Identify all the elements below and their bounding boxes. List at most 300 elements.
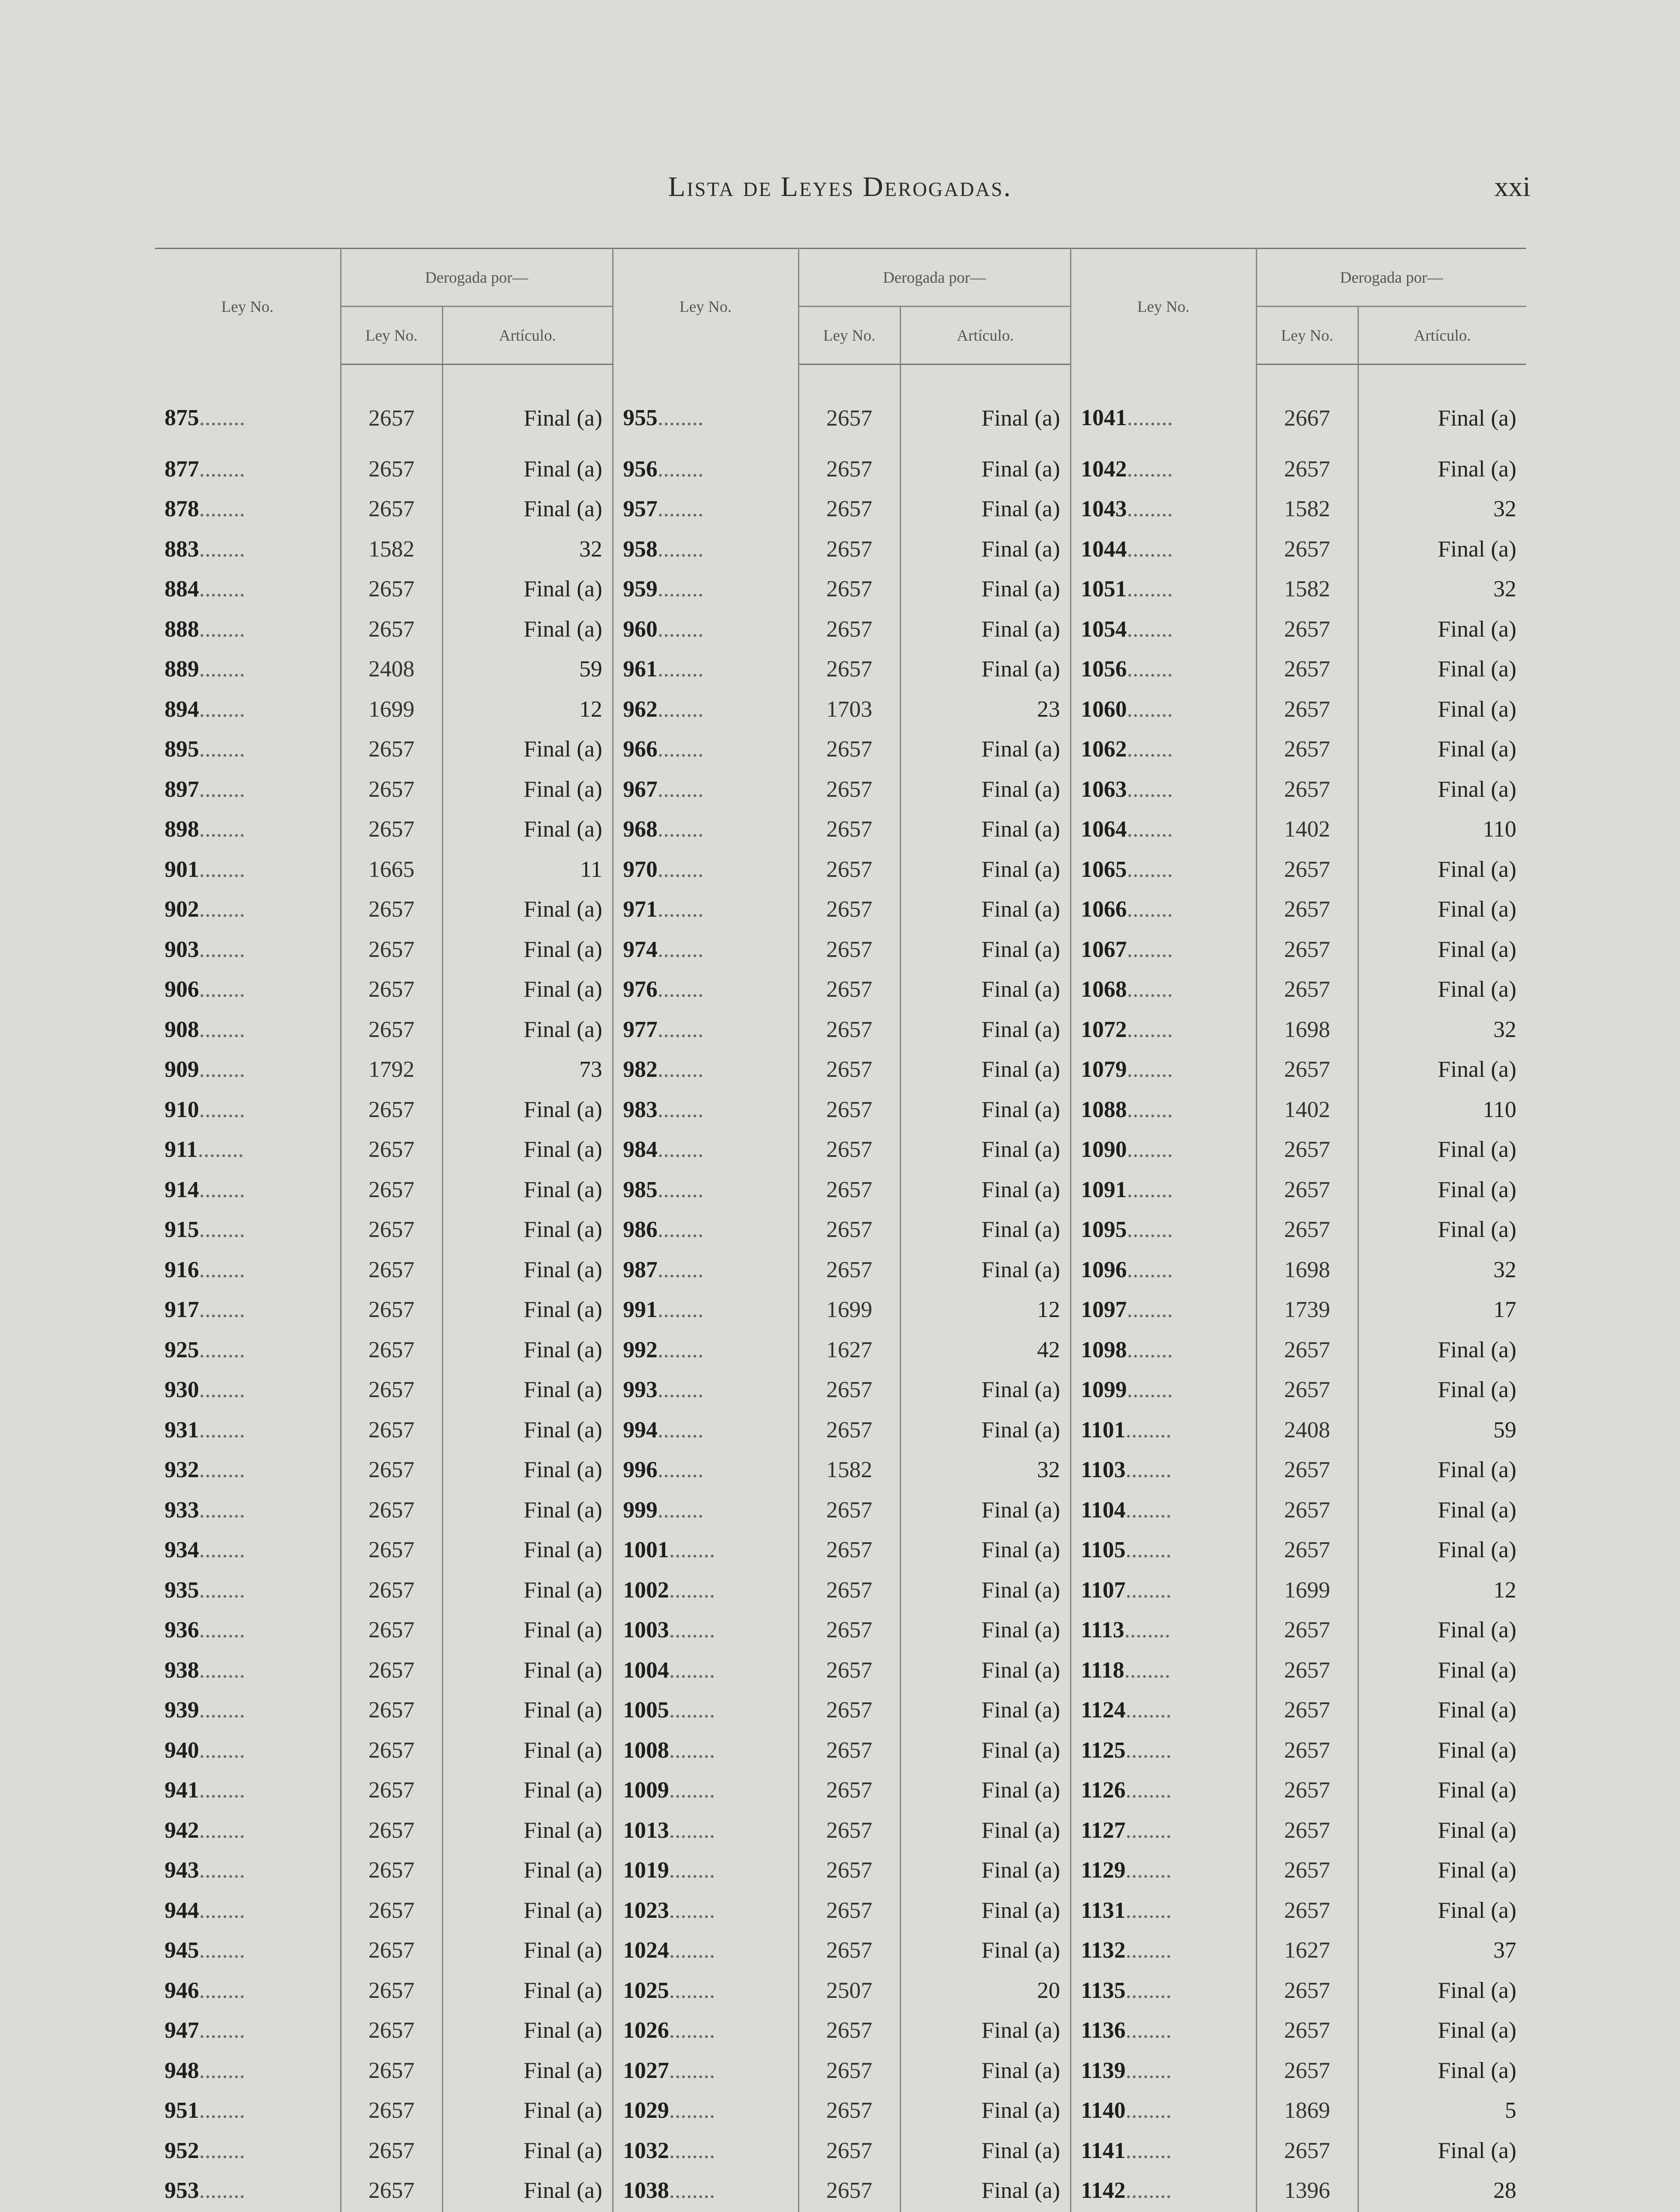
repealing-law-cell: 2657 bbox=[341, 1650, 442, 1690]
repealing-law-cell: 1396 bbox=[1256, 2171, 1358, 2211]
ley-number: 974 bbox=[623, 937, 658, 962]
repealing-law-cell: 2657 bbox=[798, 1570, 900, 1610]
ley-number-cell bbox=[1070, 2171, 1256, 2211]
table-row bbox=[155, 1650, 1526, 1690]
ley-number-cell bbox=[1070, 849, 1256, 890]
repealing-law-cell: 1582 bbox=[798, 1450, 900, 1490]
ley-number: 1104 bbox=[1081, 1497, 1126, 1523]
repealing-law-cell: 1665 bbox=[341, 849, 442, 890]
ley-number: 968 bbox=[623, 817, 658, 842]
repealing-law-cell: 2657 bbox=[1256, 890, 1358, 930]
leader-dots: ........ bbox=[199, 657, 245, 682]
article-cell: 32 bbox=[442, 529, 613, 569]
ley-number: 1127 bbox=[1081, 1817, 1126, 1843]
leader-dots: ........ bbox=[657, 536, 704, 562]
ley-number-cell bbox=[613, 1650, 798, 1690]
article-cell: 32 bbox=[900, 1450, 1070, 1490]
ley-number-cell bbox=[613, 769, 798, 810]
table-row bbox=[155, 529, 1526, 569]
repealing-law-cell: 2657 bbox=[798, 1890, 900, 1931]
leader-dots: ........ bbox=[199, 1497, 245, 1523]
ley-number-cell bbox=[155, 2011, 341, 2051]
ley-number: 916 bbox=[165, 1257, 199, 1283]
article-cell: Final (a) bbox=[442, 1210, 613, 1250]
repealing-law-cell: 1699 bbox=[341, 689, 442, 730]
leader-dots: ........ bbox=[669, 2178, 715, 2204]
ley-number-cell bbox=[613, 2011, 798, 2051]
ley-number-cell bbox=[613, 849, 798, 890]
article-cell: 20 bbox=[900, 1970, 1070, 2011]
ley-number: 1043 bbox=[1081, 496, 1127, 522]
article-cell: Final (a) bbox=[442, 1931, 613, 1971]
ley-number: 1026 bbox=[623, 2018, 669, 2043]
repealing-law-cell: 2657 bbox=[341, 1690, 442, 1731]
ley-number-cell bbox=[1070, 1050, 1256, 1090]
leader-dots: ........ bbox=[1127, 856, 1173, 882]
ley-number-cell bbox=[155, 689, 341, 730]
leader-dots: ........ bbox=[1125, 1978, 1172, 2003]
repealing-law-cell: 2657 bbox=[798, 1490, 900, 1530]
ley-number: 953 bbox=[165, 2178, 199, 2204]
article-cell: Final (a) bbox=[1438, 897, 1517, 922]
article-cell: Final (a) bbox=[900, 1770, 1070, 1811]
ley-number-cell bbox=[155, 1770, 341, 1811]
ley-number: 934 bbox=[165, 1537, 199, 1563]
repealing-law-cell: 2657 bbox=[341, 2091, 442, 2131]
leader-dots: ........ bbox=[669, 1577, 715, 1603]
ley-number: 976 bbox=[623, 977, 658, 1002]
ley-number: 952 bbox=[165, 2138, 199, 2163]
article-cell: Final (a) bbox=[1438, 1697, 1517, 1723]
repealing-law-cell: 2657 bbox=[341, 1530, 442, 1571]
repealing-law-cell: 2657 bbox=[1256, 1970, 1358, 2011]
table-row bbox=[155, 489, 1526, 530]
ley-number: 897 bbox=[165, 776, 199, 802]
article-cell: Final (a) bbox=[1438, 1897, 1517, 1923]
repealing-law-cell: 2657 bbox=[798, 970, 900, 1010]
ley-number-cell bbox=[155, 1490, 341, 1530]
ley-number: 903 bbox=[165, 937, 199, 962]
leader-dots: ........ bbox=[199, 1938, 245, 1963]
ley-number: 878 bbox=[165, 496, 199, 522]
table-row bbox=[155, 609, 1526, 649]
ley-number: 1051 bbox=[1081, 576, 1127, 602]
repealing-law-cell: 2657 bbox=[1256, 1610, 1358, 1651]
ley-number: 1141 bbox=[1081, 2138, 1126, 2163]
repealing-law-cell: 2657 bbox=[341, 1450, 442, 1490]
ley-number: 1079 bbox=[1081, 1057, 1127, 1083]
article-cell: Final (a) bbox=[442, 929, 613, 970]
table-row bbox=[155, 730, 1526, 770]
leader-dots: ........ bbox=[669, 2018, 715, 2043]
ley-number-cell bbox=[613, 810, 798, 850]
repealing-law-cell: 2657 bbox=[798, 1410, 900, 1450]
repealing-law-cell: 2657 bbox=[341, 2171, 442, 2211]
ley-number: 1062 bbox=[1081, 737, 1127, 762]
repealing-law-cell: 2657 bbox=[341, 1210, 442, 1250]
ley-number-cell bbox=[1070, 1890, 1256, 1931]
article-cell: Final (a) bbox=[442, 2091, 613, 2131]
table-row bbox=[155, 1570, 1526, 1610]
ley-number-cell bbox=[155, 1050, 341, 1090]
article-cell: Final (a) bbox=[442, 1970, 613, 2011]
ley-number-cell bbox=[1070, 689, 1256, 730]
leader-dots: ........ bbox=[199, 1057, 245, 1083]
ley-number-cell bbox=[155, 970, 341, 1010]
ley-number-cell bbox=[1070, 1410, 1256, 1450]
ley-number: 1131 bbox=[1081, 1897, 1126, 1923]
article-cell: Final (a) bbox=[1438, 2018, 1517, 2043]
article-cell: Final (a) bbox=[900, 2091, 1070, 2131]
article-cell: Final (a) bbox=[1438, 737, 1517, 762]
article-cell: Final (a) bbox=[900, 609, 1070, 649]
header-derogada-2: Derogada por— bbox=[798, 249, 1070, 307]
leader-dots: ........ bbox=[199, 2138, 245, 2163]
leader-dots: ........ bbox=[199, 1697, 245, 1723]
page-title: Lista de Leyes Derogadas. bbox=[668, 171, 1012, 202]
ley-number-cell bbox=[613, 1890, 798, 1931]
ley-number: 1001 bbox=[623, 1537, 669, 1563]
ley-number: 1063 bbox=[1081, 776, 1127, 802]
table-row bbox=[155, 929, 1526, 970]
ley-number: 910 bbox=[165, 1097, 199, 1122]
ley-number-cell bbox=[1070, 1970, 1256, 2011]
leader-dots: ........ bbox=[669, 2058, 715, 2083]
ley-number-cell bbox=[155, 1890, 341, 1931]
article-cell: Final (a) bbox=[900, 1010, 1070, 1050]
article-cell: Final (a) bbox=[900, 2051, 1070, 2091]
article-cell: 32 bbox=[1493, 1257, 1517, 1283]
ley-number: 1088 bbox=[1081, 1097, 1127, 1122]
leader-dots: ........ bbox=[1127, 1017, 1173, 1042]
leader-dots: ........ bbox=[1127, 536, 1173, 562]
ley-number-cell bbox=[155, 769, 341, 810]
repealing-law-cell: 2657 bbox=[341, 929, 442, 970]
article-cell: 59 bbox=[442, 649, 613, 690]
ley-number-cell bbox=[1070, 1931, 1256, 1971]
ley-number: 957 bbox=[623, 496, 658, 522]
article-cell: Final (a) bbox=[1438, 1778, 1517, 1803]
article-cell: 5 bbox=[1505, 2098, 1517, 2124]
leader-dots: ........ bbox=[669, 1617, 715, 1643]
article-cell: Final (a) bbox=[900, 1570, 1070, 1610]
leader-dots: ........ bbox=[1125, 2018, 1172, 2043]
leader-dots: ........ bbox=[199, 937, 245, 962]
repealing-law-cell: 2657 bbox=[798, 1130, 900, 1170]
header-ley-no-2: Ley No. bbox=[613, 249, 798, 365]
leader-dots: ........ bbox=[199, 897, 245, 922]
ley-number-cell bbox=[1070, 609, 1256, 649]
leader-dots: ........ bbox=[657, 1337, 704, 1363]
header-ley-no-1: Ley No. bbox=[155, 249, 341, 365]
ley-number-cell bbox=[613, 1370, 798, 1410]
article-cell: 32 bbox=[1493, 576, 1517, 602]
ley-number: 933 bbox=[165, 1497, 199, 1523]
article-cell: Final (a) bbox=[442, 2131, 613, 2171]
ley-number-cell bbox=[613, 1690, 798, 1731]
article-cell: Final (a) bbox=[442, 2011, 613, 2051]
article-cell: Final (a) bbox=[1438, 1737, 1517, 1763]
leader-dots: ........ bbox=[199, 1817, 245, 1843]
article-cell: Final (a) bbox=[1438, 696, 1517, 722]
ley-number-cell bbox=[155, 2091, 341, 2131]
ley-number: 982 bbox=[623, 1057, 658, 1083]
repealing-law-cell: 2657 bbox=[1256, 1330, 1358, 1370]
leader-dots: ........ bbox=[657, 616, 704, 642]
table-row bbox=[155, 1210, 1526, 1250]
repealing-law-cell: 2657 bbox=[341, 1570, 442, 1610]
article-cell: Final (a) bbox=[1438, 776, 1517, 802]
leader-dots: ........ bbox=[199, 1417, 245, 1443]
ley-number: 925 bbox=[165, 1337, 199, 1363]
repealing-law-cell: 2657 bbox=[1256, 609, 1358, 649]
ley-number: 1091 bbox=[1081, 1177, 1127, 1202]
article-cell: Final (a) bbox=[1438, 1657, 1517, 1683]
table-row bbox=[155, 1050, 1526, 1090]
table-row bbox=[155, 1730, 1526, 1770]
article-cell: Final (a) bbox=[900, 730, 1070, 770]
article-cell: Final (a) bbox=[900, 1170, 1070, 1210]
article-cell: Final (a) bbox=[900, 1810, 1070, 1851]
ley-number-cell bbox=[1070, 529, 1256, 569]
article-cell: Final (a) bbox=[900, 1730, 1070, 1770]
article-cell: Final (a) bbox=[900, 1890, 1070, 1931]
article-cell: Final (a) bbox=[442, 1490, 613, 1530]
ley-number: 940 bbox=[165, 1737, 199, 1763]
repealing-law-cell: 2657 bbox=[798, 2131, 900, 2171]
ley-number-cell bbox=[1070, 1370, 1256, 1410]
leader-dots: ........ bbox=[669, 1697, 715, 1723]
leader-dots: ........ bbox=[199, 1657, 245, 1683]
leader-dots: ........ bbox=[669, 1897, 715, 1923]
ley-number-cell bbox=[155, 1610, 341, 1651]
ley-number-cell bbox=[155, 1650, 341, 1690]
ley-number: 959 bbox=[623, 576, 658, 602]
article-cell: Final (a) bbox=[442, 1530, 613, 1571]
leader-dots: ........ bbox=[1125, 1577, 1172, 1603]
ley-number: 884 bbox=[165, 576, 199, 602]
repealing-law-cell: 2657 bbox=[341, 2011, 442, 2051]
repealing-law-cell: 2657 bbox=[798, 2011, 900, 2051]
repealing-law-cell: 2657 bbox=[798, 609, 900, 649]
leader-dots: ........ bbox=[199, 405, 245, 430]
leader-dots: ........ bbox=[1127, 776, 1173, 802]
leader-dots: ........ bbox=[657, 817, 704, 842]
leader-dots: ........ bbox=[657, 576, 704, 602]
article-cell: Final (a) bbox=[1438, 1978, 1517, 2003]
article-cell: Final (a) bbox=[900, 2171, 1070, 2211]
article-cell: Final (a) bbox=[442, 890, 613, 930]
ley-number: 1067 bbox=[1081, 937, 1127, 962]
ley-number: 889 bbox=[165, 657, 199, 682]
repealing-law-cell: 2657 bbox=[341, 1730, 442, 1770]
leader-dots: ........ bbox=[199, 1177, 245, 1202]
leader-dots: ........ bbox=[1127, 937, 1173, 962]
ley-number: 906 bbox=[165, 977, 199, 1002]
leader-dots: ........ bbox=[199, 616, 245, 642]
repealing-law-cell: 2657 bbox=[1256, 2131, 1358, 2171]
ley-number: 1118 bbox=[1081, 1657, 1124, 1683]
repealing-law-cell: 2408 bbox=[1256, 1410, 1358, 1450]
leader-dots: ........ bbox=[1125, 1938, 1172, 1963]
leader-dots: ........ bbox=[657, 1497, 704, 1523]
ley-number-cell bbox=[155, 1450, 341, 1490]
ley-number: 932 bbox=[165, 1457, 199, 1483]
ley-number-cell bbox=[155, 849, 341, 890]
ley-number: 1044 bbox=[1081, 536, 1127, 562]
table-row bbox=[155, 1690, 1526, 1731]
ley-number: 1103 bbox=[1081, 1457, 1126, 1483]
repealing-law-cell: 2657 bbox=[341, 970, 442, 1010]
ley-number: 901 bbox=[165, 856, 199, 882]
leader-dots: ........ bbox=[199, 576, 245, 602]
leader-dots: ........ bbox=[199, 1217, 245, 1243]
leader-dots: ........ bbox=[199, 536, 245, 562]
leader-dots: ........ bbox=[1127, 1297, 1173, 1323]
leader-dots: ........ bbox=[1125, 2098, 1172, 2124]
ley-number: 1098 bbox=[1081, 1337, 1127, 1363]
table-row bbox=[155, 2171, 1526, 2211]
ley-number: 1099 bbox=[1081, 1377, 1127, 1403]
repealing-law-cell: 2657 bbox=[798, 1690, 900, 1731]
repealing-law-cell: 2657 bbox=[341, 1931, 442, 1971]
repealing-law-cell: 2657 bbox=[1256, 1490, 1358, 1530]
leader-dots: ........ bbox=[1127, 456, 1173, 482]
repealing-law-cell: 2657 bbox=[1256, 1170, 1358, 1210]
ley-number-cell bbox=[1070, 1570, 1256, 1610]
table-row bbox=[155, 1450, 1526, 1490]
ley-number: 1023 bbox=[623, 1897, 669, 1923]
ley-number-cell bbox=[1070, 970, 1256, 1010]
ley-number-cell bbox=[1070, 730, 1256, 770]
ley-number-cell bbox=[613, 529, 798, 569]
ley-number-cell bbox=[155, 529, 341, 569]
article-cell: Final (a) bbox=[442, 1610, 613, 1651]
ley-number-cell bbox=[155, 890, 341, 930]
ley-number: 1065 bbox=[1081, 856, 1127, 882]
ley-number-cell bbox=[613, 1810, 798, 1851]
ley-number-cell bbox=[1070, 890, 1256, 930]
ley-number-cell bbox=[613, 649, 798, 690]
ley-number-cell bbox=[613, 1330, 798, 1370]
leader-dots: ........ bbox=[657, 1457, 704, 1483]
repealing-law-cell: 2657 bbox=[798, 1610, 900, 1651]
ley-number: 1135 bbox=[1081, 1978, 1126, 2003]
ley-number-cell bbox=[613, 1010, 798, 1050]
repealing-law-cell: 2657 bbox=[1256, 689, 1358, 730]
article-cell: Final (a) bbox=[442, 1330, 613, 1370]
article-cell: Final (a) bbox=[900, 1530, 1070, 1571]
article-cell: 23 bbox=[900, 689, 1070, 730]
leader-dots: ........ bbox=[1124, 1617, 1170, 1643]
ley-number: 961 bbox=[623, 657, 658, 682]
repealing-law-cell: 2657 bbox=[341, 769, 442, 810]
repealing-law-cell: 1792 bbox=[341, 1050, 442, 1090]
repealing-law-cell: 2657 bbox=[798, 1010, 900, 1050]
repealing-law-cell: 2657 bbox=[798, 1090, 900, 1130]
ley-number: 1066 bbox=[1081, 897, 1127, 922]
ley-number-cell bbox=[1070, 1610, 1256, 1651]
ley-number-cell bbox=[613, 2091, 798, 2131]
leader-dots: ........ bbox=[1127, 496, 1173, 522]
article-cell: Final (a) bbox=[442, 1770, 613, 1811]
ley-number-cell bbox=[613, 1130, 798, 1170]
repealing-law-cell: 2657 bbox=[798, 529, 900, 569]
article-cell: Final (a) bbox=[1438, 1497, 1517, 1523]
leader-dots: ........ bbox=[199, 1577, 245, 1603]
leader-dots: ........ bbox=[1127, 1337, 1173, 1363]
leader-dots: ........ bbox=[199, 817, 245, 842]
article-cell: Final (a) bbox=[442, 1450, 613, 1490]
article-cell: Final (a) bbox=[442, 1290, 613, 1330]
article-cell: Final (a) bbox=[900, 1210, 1070, 1250]
repealing-law-cell: 2657 bbox=[1256, 849, 1358, 890]
header-derogada-3: Derogada por— bbox=[1256, 249, 1526, 307]
repealing-law-cell: 2657 bbox=[1256, 449, 1358, 489]
ley-number-cell bbox=[1070, 1010, 1256, 1050]
repealing-law-cell: 2657 bbox=[798, 1370, 900, 1410]
ley-number: 1140 bbox=[1081, 2098, 1126, 2124]
ley-number: 946 bbox=[165, 1978, 199, 2003]
ley-number: 877 bbox=[165, 456, 199, 482]
ley-number: 958 bbox=[623, 536, 658, 562]
ley-number-cell bbox=[613, 1210, 798, 1250]
ley-number: 939 bbox=[165, 1697, 199, 1723]
article-cell: Final (a) bbox=[1438, 536, 1517, 562]
repealing-law-cell: 2657 bbox=[341, 1970, 442, 2011]
leader-dots: ........ bbox=[1125, 2138, 1172, 2163]
article-cell: Final (a) bbox=[900, 1370, 1070, 1410]
leader-dots: ........ bbox=[1125, 1778, 1172, 1803]
ley-number: 944 bbox=[165, 1897, 199, 1923]
repealing-law-cell: 1402 bbox=[1256, 1090, 1358, 1130]
article-cell: Final (a) bbox=[442, 1010, 613, 1050]
ley-number: 888 bbox=[165, 616, 199, 642]
ley-number: 1090 bbox=[1081, 1137, 1127, 1163]
article-cell: Final (a) bbox=[1438, 657, 1517, 682]
ley-number: 1095 bbox=[1081, 1217, 1127, 1243]
leader-dots: ........ bbox=[657, 1217, 704, 1243]
repealing-law-cell: 2657 bbox=[798, 810, 900, 850]
table-row bbox=[155, 2091, 1526, 2131]
repealing-law-cell: 1582 bbox=[1256, 569, 1358, 610]
leader-dots: ........ bbox=[199, 1257, 245, 1283]
leader-dots: ........ bbox=[669, 1778, 715, 1803]
ley-number-cell bbox=[1070, 1330, 1256, 1370]
article-cell: Final (a) bbox=[442, 730, 613, 770]
repealing-law-cell: 2657 bbox=[341, 1410, 442, 1450]
ley-number: 984 bbox=[623, 1137, 658, 1163]
ley-number: 1125 bbox=[1081, 1737, 1126, 1763]
article-cell: 11 bbox=[442, 849, 613, 890]
leader-dots: ........ bbox=[199, 1737, 245, 1763]
article-cell: Final (a) bbox=[1438, 1457, 1517, 1483]
repealing-law-cell: 2657 bbox=[1256, 2051, 1358, 2091]
repealing-law-cell: 2657 bbox=[798, 890, 900, 930]
article-cell: Final (a) bbox=[442, 1650, 613, 1690]
ley-number-cell bbox=[1070, 1730, 1256, 1770]
ley-number-cell bbox=[1070, 2011, 1256, 2051]
ley-number: 1032 bbox=[623, 2138, 669, 2163]
ley-number-cell bbox=[1070, 1170, 1256, 1210]
ley-number-cell bbox=[613, 970, 798, 1010]
repealing-law-cell: 2657 bbox=[1256, 1450, 1358, 1490]
ley-number-cell bbox=[155, 730, 341, 770]
repealing-law-cell: 1627 bbox=[1256, 1931, 1358, 1971]
ley-number-cell bbox=[1070, 1130, 1256, 1170]
article-cell: Final (a) bbox=[1438, 2138, 1517, 2163]
table-row bbox=[155, 1090, 1526, 1130]
